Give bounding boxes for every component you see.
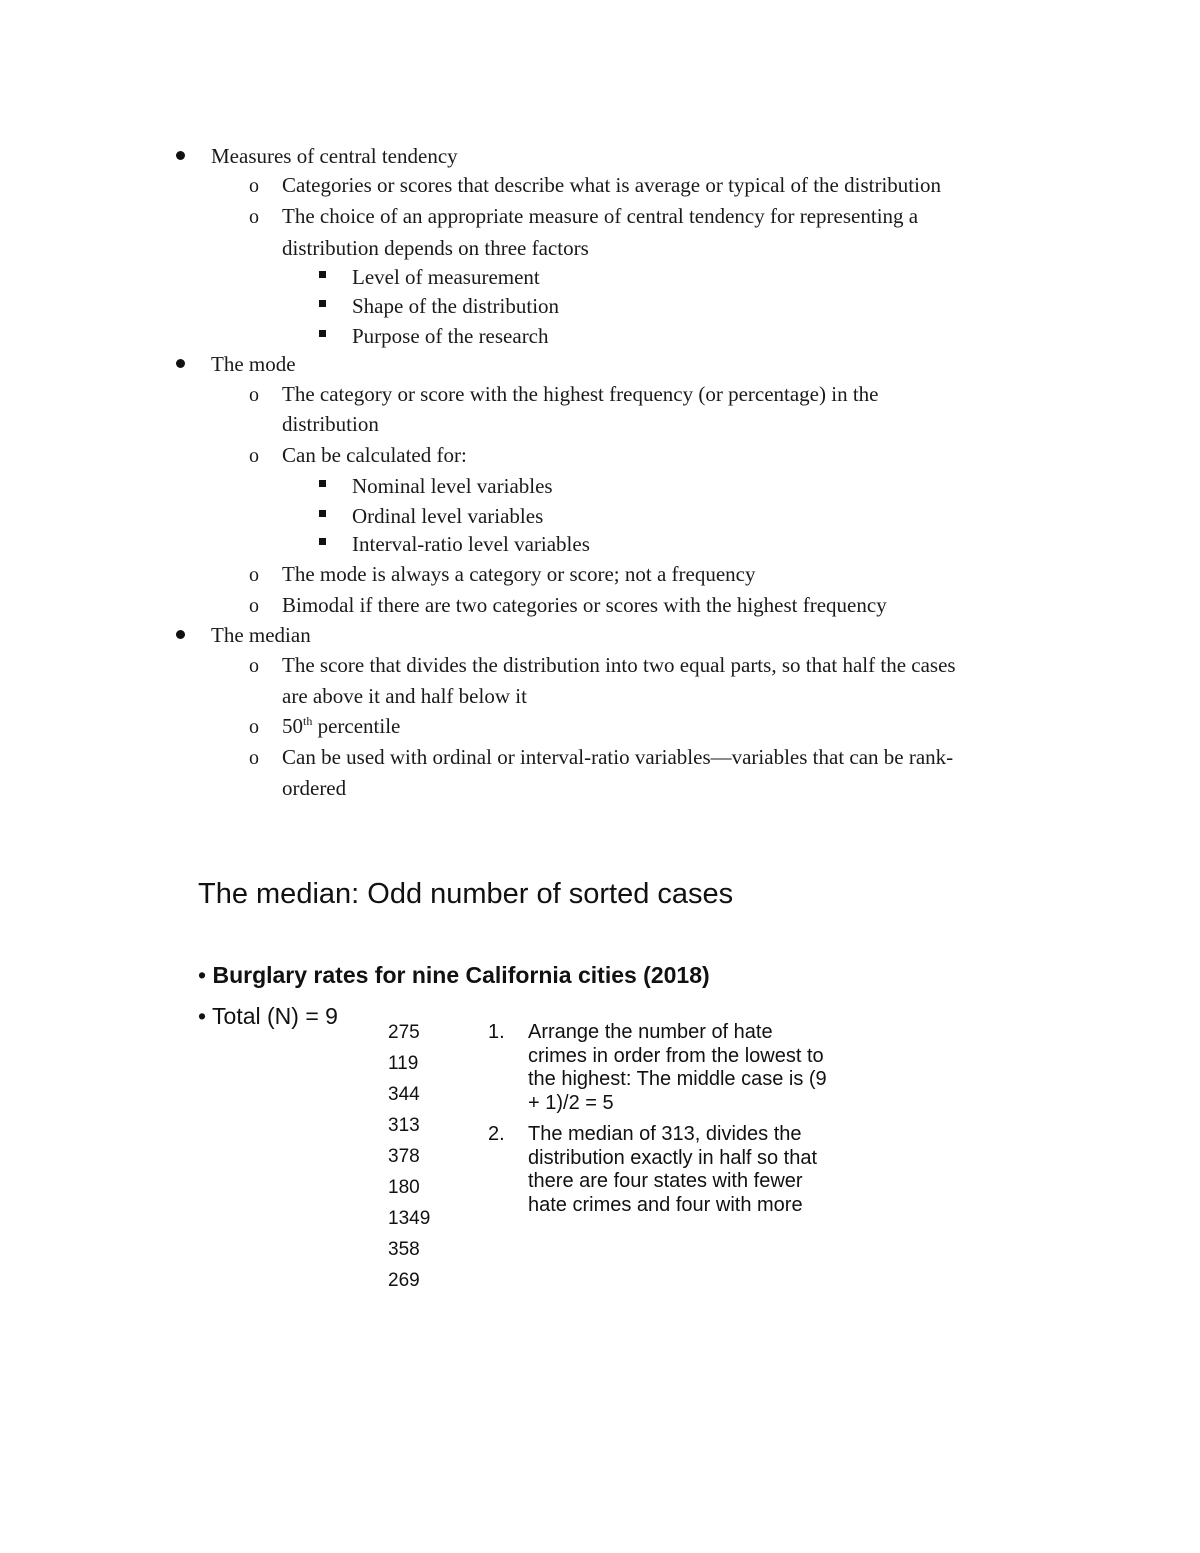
circle-bullet-icon: o — [249, 384, 259, 406]
square-bullet-icon — [319, 271, 326, 278]
percentile-label: percentile — [312, 714, 401, 738]
bullet-dot-icon — [176, 359, 185, 368]
circle-bullet-icon: o — [249, 175, 259, 197]
circle-bullet-icon: o — [249, 564, 259, 586]
circle-bullet-icon: o — [249, 747, 259, 769]
heading-median: The median — [211, 623, 311, 647]
slide-bullet-total — [198, 1003, 338, 1030]
data-value: 1349 — [388, 1208, 431, 1229]
note-line: The mode is always a category or score; not a frequency — [282, 562, 756, 586]
note-line: The choice of an appropriate measure of central tendency for representing a — [282, 204, 919, 228]
note-line: The category or score with the highest frequency (or percentage) in the — [282, 382, 879, 406]
square-bullet-icon — [319, 330, 326, 337]
slide-bullet-text: Burglary rates for nine California cities (2018) — [212, 962, 710, 988]
bullet-dot-icon — [176, 630, 185, 639]
square-bullet-icon — [319, 510, 326, 517]
slide-bullet-burglary — [198, 962, 710, 989]
circle-bullet-icon: o — [249, 595, 259, 617]
square-bullet-icon — [319, 300, 326, 307]
bullet-marker-icon: • — [198, 1003, 207, 1029]
note-line: Shape of the distribution — [352, 294, 560, 318]
note-line-percentile — [282, 713, 400, 739]
note-line: Purpose of the research — [352, 324, 549, 348]
note-line: distribution depends on three factors — [282, 236, 589, 260]
bullet-marker-icon: • — [198, 962, 207, 988]
circle-bullet-icon: o — [249, 655, 259, 677]
heading-central-tendency: Measures of central tendency — [211, 144, 458, 168]
data-value: 344 — [388, 1084, 420, 1105]
data-value: 358 — [388, 1239, 420, 1260]
slide-bullet-text: Total (N) = 9 — [212, 1003, 338, 1029]
note-line: distribution — [282, 412, 379, 436]
note-line: Bimodal if there are two categories or scores with the highest frequency — [282, 593, 887, 617]
data-value: 378 — [388, 1146, 420, 1167]
heading-mode: The mode — [211, 352, 296, 376]
data-value: 313 — [388, 1115, 420, 1136]
step-text: Arrange the number of hate crimes in order from the lowest to the highest: The middle case is (9 + 1)/2 = 5 — [528, 1021, 827, 1114]
note-line: Categories or scores that describe what is average or typical of the distribution — [282, 173, 941, 197]
data-value: 119 — [388, 1053, 419, 1074]
slide-title: The median: Odd number of sorted cases — [198, 878, 734, 910]
note-line: Level of measurement — [352, 265, 540, 289]
note-line: are above it and half below it — [282, 684, 527, 708]
circle-bullet-icon: o — [249, 206, 259, 228]
note-line: Can be used with ordinal or interval-ratio variables—variables that can be rank- — [282, 745, 954, 769]
percentile-number: 50 — [282, 714, 303, 738]
note-line: Can be calculated for: — [282, 443, 467, 467]
data-value: 275 — [388, 1022, 420, 1043]
square-bullet-icon — [319, 538, 326, 545]
data-value: 180 — [388, 1177, 420, 1198]
circle-bullet-icon: o — [249, 716, 259, 738]
note-line: Interval-ratio level variables — [352, 532, 590, 556]
step-text: The median of 313, divides the distribution exactly in half so that there are four states with fewer hate crimes and four with more — [528, 1123, 818, 1216]
step-number: 1. — [488, 1021, 505, 1043]
square-bullet-icon — [319, 480, 326, 487]
circle-bullet-icon: o — [249, 445, 259, 467]
data-value: 269 — [388, 1270, 420, 1291]
step-number: 2. — [488, 1123, 505, 1145]
ordinal-suffix: th — [303, 714, 313, 728]
note-line: The score that divides the distribution into two equal parts, so that half the cases — [282, 653, 956, 677]
note-line: Ordinal level variables — [352, 504, 544, 528]
bullet-dot-icon — [176, 151, 185, 160]
note-line: ordered — [282, 776, 347, 800]
note-line: Nominal level variables — [352, 474, 553, 498]
